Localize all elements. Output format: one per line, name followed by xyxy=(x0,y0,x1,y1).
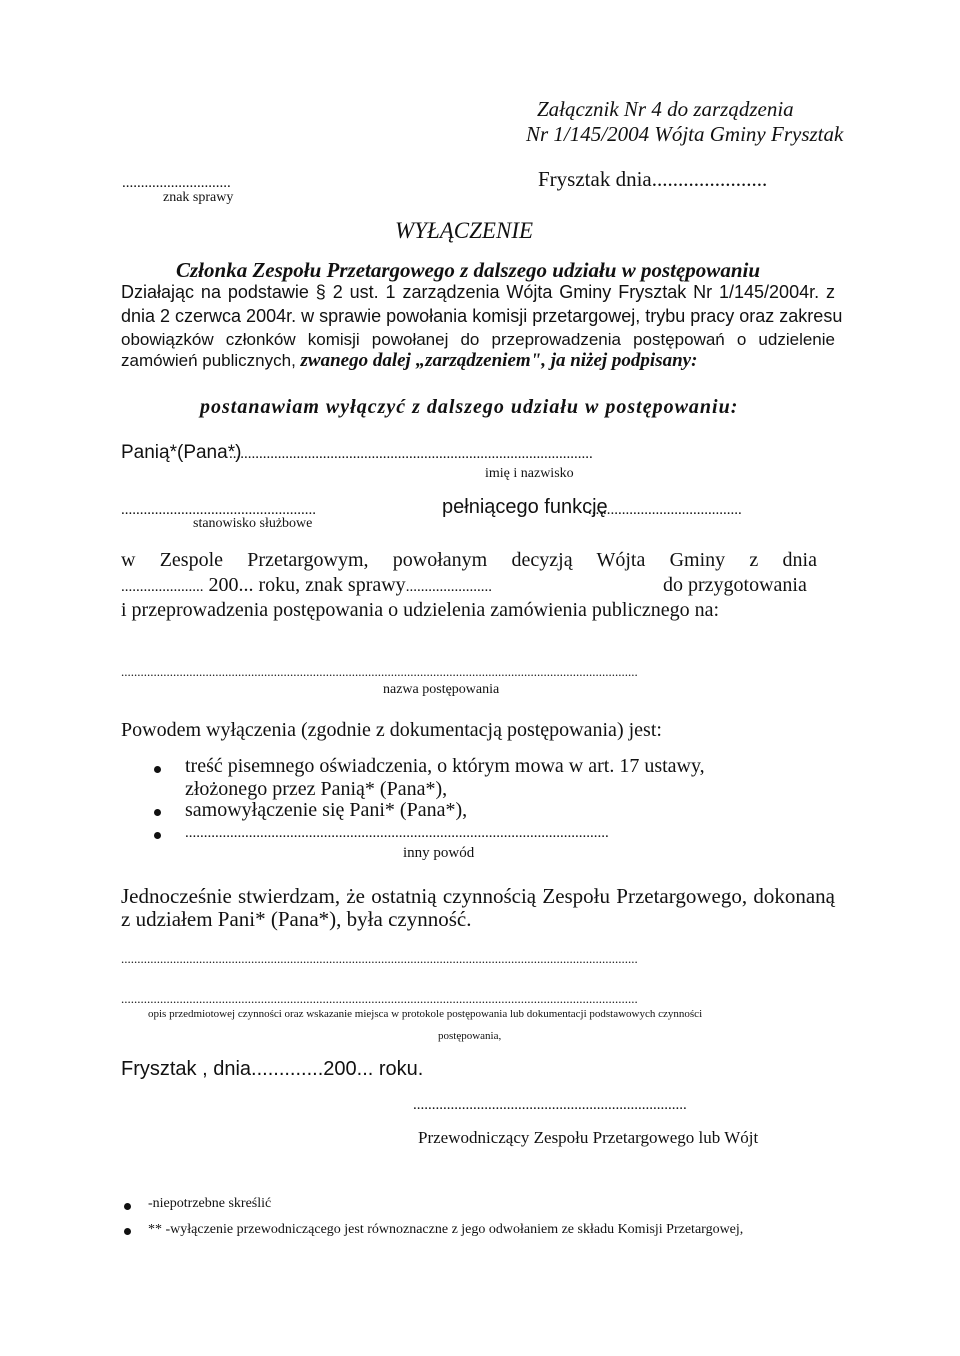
activity-caption-line-2: postępowania, xyxy=(438,1030,502,1042)
reason-item-1-line-1: treść pisemnego oświadczenia, o którym mowa w art. 17 ustawy, xyxy=(185,755,705,777)
team-case-dots: ....................... xyxy=(405,579,492,595)
intro-line-1: Działając na podstawie § 2 ust. 1 zarządzenia Wójta Gminy Frysztak Nr 1/145/2004r. z xyxy=(121,282,835,302)
footnote-bullet-1 xyxy=(124,1203,131,1210)
activity-dots-1: ............................................................................................................................................................... xyxy=(121,951,638,966)
reason-item-2: samowyłączenie się Pani* (Pana*), xyxy=(185,799,468,821)
statement-line-1: Jednocześnie stwierdzam, że ostatnią czynnością Zespołu Przetargowego, dokonaną xyxy=(121,884,835,908)
team-line-3: i przeprowadzenia postępowania o udzielenia zamówienia publicznego na: xyxy=(121,599,720,621)
team-line-2-end: do przygotowania xyxy=(663,574,807,596)
footnote-2: ** -wyłączenie przewodniczącego jest równoznaczne z jego odwołaniem ze składu Komisji Przetargowej, xyxy=(148,1222,744,1237)
reason-heading: Powodem wyłączenia (zgodnie z dokumentacją postępowania) jest: xyxy=(121,719,662,741)
reason-item-3-dots: ................................................................................................................. xyxy=(185,825,609,841)
footnote-1: -niepotrzebne skreślić xyxy=(148,1196,272,1211)
intro-line-2: dnia 2 czerwca 2004r. w sprawie powołania komisji przetargowej, trybu pracy oraz zakresu xyxy=(121,306,843,326)
reason-bullet-3 xyxy=(154,832,161,839)
intro-line-4 xyxy=(121,350,697,372)
annex-line-1: Załącznik Nr 4 do zarządzenia xyxy=(537,97,794,121)
position-dots: .................................................... xyxy=(121,502,316,518)
activity-caption-line-1: opis przedmiotowej czynności oraz wskazanie miejsca w protokole postępowania lub dokumentacji podstawowych czynności xyxy=(148,1008,703,1020)
intro-line-3: obowiązków członków komisji powołanej do przeprowadzenia postępowań o udzielenie xyxy=(121,330,835,349)
position-caption: stanowisko służbowe xyxy=(193,516,313,531)
person-name-dots: ................................................................................................. xyxy=(229,446,593,462)
reason-item-1-line-2: złożonego przez Panią* (Pana*), xyxy=(185,778,448,800)
activity-dots-2: ............................................................................................................................................................... xyxy=(121,991,638,1006)
signature-signer: Przewodniczący Zespołu Przetargowego lub Wójt xyxy=(418,1128,759,1147)
annex-line-2: Nr 1/145/2004 Wójta Gminy Frysztak xyxy=(526,122,844,146)
document-title: WYŁĄCZENIE xyxy=(395,218,534,243)
footnote-bullet-2 xyxy=(124,1228,131,1235)
team-line-2 xyxy=(121,574,492,597)
intro-line-4-emphasis: zwanego dalej „zarządzeniem", ja niżej podpisany: xyxy=(300,350,698,371)
reason-bullet-2 xyxy=(154,809,161,816)
signature-place-date: Frysztak , dnia.............200... roku. xyxy=(121,1058,424,1080)
procedure-dots: ............................................................................................................................................................... xyxy=(121,664,638,679)
case-number-dots: ............................. xyxy=(122,175,231,191)
case-number-caption: znak sprawy xyxy=(163,190,234,205)
intro-line-4-plain: zamówień publicznych, xyxy=(121,351,301,370)
document-subtitle: Członka Zespołu Przetargowego z dalszego udziału w postępowaniu xyxy=(176,258,761,282)
place-date: Frysztak dnia...................... xyxy=(538,167,768,191)
decision-statement: postanawiam wyłączyć z dalszego udziału w postępowaniu: xyxy=(200,396,739,418)
function-dots: ......................................... xyxy=(588,502,742,518)
person-name-caption: imię i nazwisko xyxy=(485,466,574,481)
function-label: pełniącego funkcję xyxy=(442,496,608,518)
team-year-case: 200... roku, znak sprawy xyxy=(208,574,406,596)
statement-line-2: z udziałem Pani* (Pana*), była czynność. xyxy=(121,907,472,931)
reason-bullet-1 xyxy=(154,766,161,773)
procedure-caption: nazwa postępowania xyxy=(383,682,500,697)
reason-item-3-caption: inny powód xyxy=(403,845,475,861)
team-date-dots: ...................... xyxy=(121,579,204,595)
team-line-1: w Zespole Przetargowym, powołanym decyzją Wójta Gminy z dnia xyxy=(121,549,817,571)
person-label: Panią*(Pana*) xyxy=(121,442,242,463)
signature-dots: ......................................................................... xyxy=(413,1097,687,1113)
